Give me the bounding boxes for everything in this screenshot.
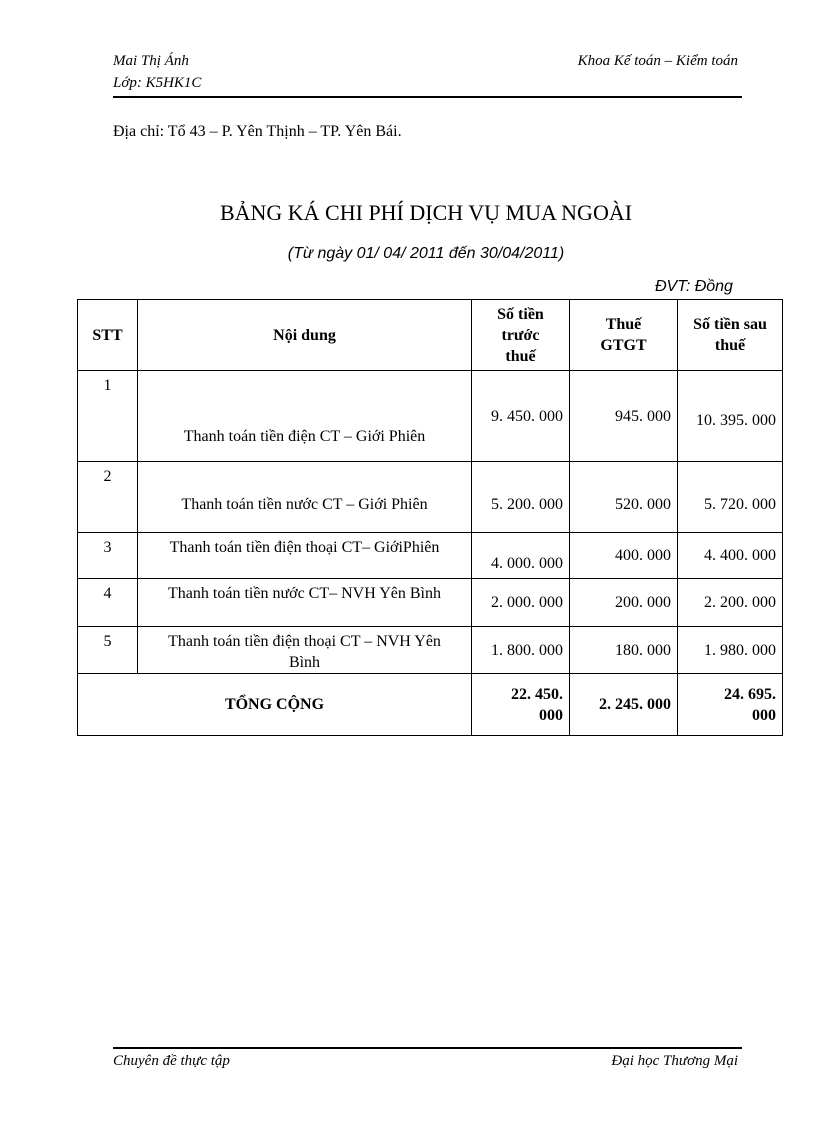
table-total-row xyxy=(78,674,783,736)
document-title: BẢNG KÁ CHI PHÍ DỊCH VỤ MUA NGOÀI xyxy=(219,200,633,225)
cell-pre-tax: 4. 000. 000 xyxy=(472,533,570,579)
footer-right-text: Đại học Thương Mại xyxy=(611,1053,738,1069)
table-row xyxy=(78,371,783,462)
cell-content: Thanh toán tiền điện CT – Giới Phiên xyxy=(138,371,472,462)
cell-content: Thanh toán tiền nước CT– NVH Yên Bình xyxy=(138,579,472,627)
header-stt: STT xyxy=(78,300,138,371)
cell-stt: 3 xyxy=(78,533,138,579)
department-label: Khoa Kế toán – Kiểm toán xyxy=(577,53,738,69)
cell-pre-tax: 2. 000. 000 xyxy=(472,579,570,627)
header-rule xyxy=(113,96,742,98)
cell-content: Thanh toán tiền nước CT – Giới Phiên xyxy=(138,462,472,533)
cell-stt: 2 xyxy=(78,462,138,533)
table-row xyxy=(78,627,783,674)
table-row xyxy=(78,533,783,579)
footer-left-text: Chuyên đề thực tập xyxy=(113,1053,230,1069)
cell-post-tax: 1. 980. 000 xyxy=(678,627,783,674)
cell-vat: 945. 000 xyxy=(570,371,678,462)
header-vat: Thuế GTGT xyxy=(570,300,678,371)
cell-post-tax: 2. 200. 000 xyxy=(678,579,783,627)
cell-post-tax: 5. 720. 000 xyxy=(678,462,783,533)
cell-stt: 1 xyxy=(78,371,138,462)
table-row xyxy=(78,462,783,533)
cell-vat: 200. 000 xyxy=(570,579,678,627)
header-content: Nội dung xyxy=(138,300,472,371)
total-label: TỔNG CỘNG xyxy=(78,674,472,736)
cell-stt: 5 xyxy=(78,627,138,674)
cell-pre-tax: 9. 450. 000 xyxy=(472,371,570,462)
cell-vat: 520. 000 xyxy=(570,462,678,533)
cell-pre-tax: 5. 200. 000 xyxy=(472,462,570,533)
table-row xyxy=(78,579,783,627)
date-range-subtitle: (Từ ngày 01/ 04/ 2011 đến 30/04/2011) xyxy=(287,245,565,262)
cell-vat: 180. 000 xyxy=(570,627,678,674)
cell-content: Thanh toán tiền điện thoại CT – NVH Yên Bình xyxy=(138,627,472,674)
total-post-tax: 24. 695. 000 xyxy=(678,674,783,736)
cell-post-tax: 10. 395. 000 xyxy=(678,371,783,462)
cell-pre-tax: 1. 800. 000 xyxy=(472,627,570,674)
total-vat: 2. 245. 000 xyxy=(570,674,678,736)
cell-stt: 4 xyxy=(78,579,138,627)
cell-content: Thanh toán tiền điện thoại CT– GiớiPhiên xyxy=(138,533,472,579)
table-header-row xyxy=(78,300,783,371)
total-pre-tax: 22. 450. 000 xyxy=(472,674,570,736)
cell-vat: 400. 000 xyxy=(570,533,678,579)
address-line: Địa chỉ: Tổ 43 – P. Yên Thịnh – TP. Yên Bái. xyxy=(113,123,402,140)
author-name: Mai Thị Ánh xyxy=(113,53,189,69)
cell-post-tax: 4. 400. 000 xyxy=(678,533,783,579)
expense-table xyxy=(77,299,783,736)
footer-rule xyxy=(113,1047,742,1049)
currency-unit: ĐVT: Đồng xyxy=(655,278,733,295)
class-label: Lớp: K5HK1C xyxy=(113,75,202,91)
header-pre-tax: Số tiền trước thuế xyxy=(472,300,570,371)
header-post-tax: Số tiền sau thuế xyxy=(678,300,783,371)
